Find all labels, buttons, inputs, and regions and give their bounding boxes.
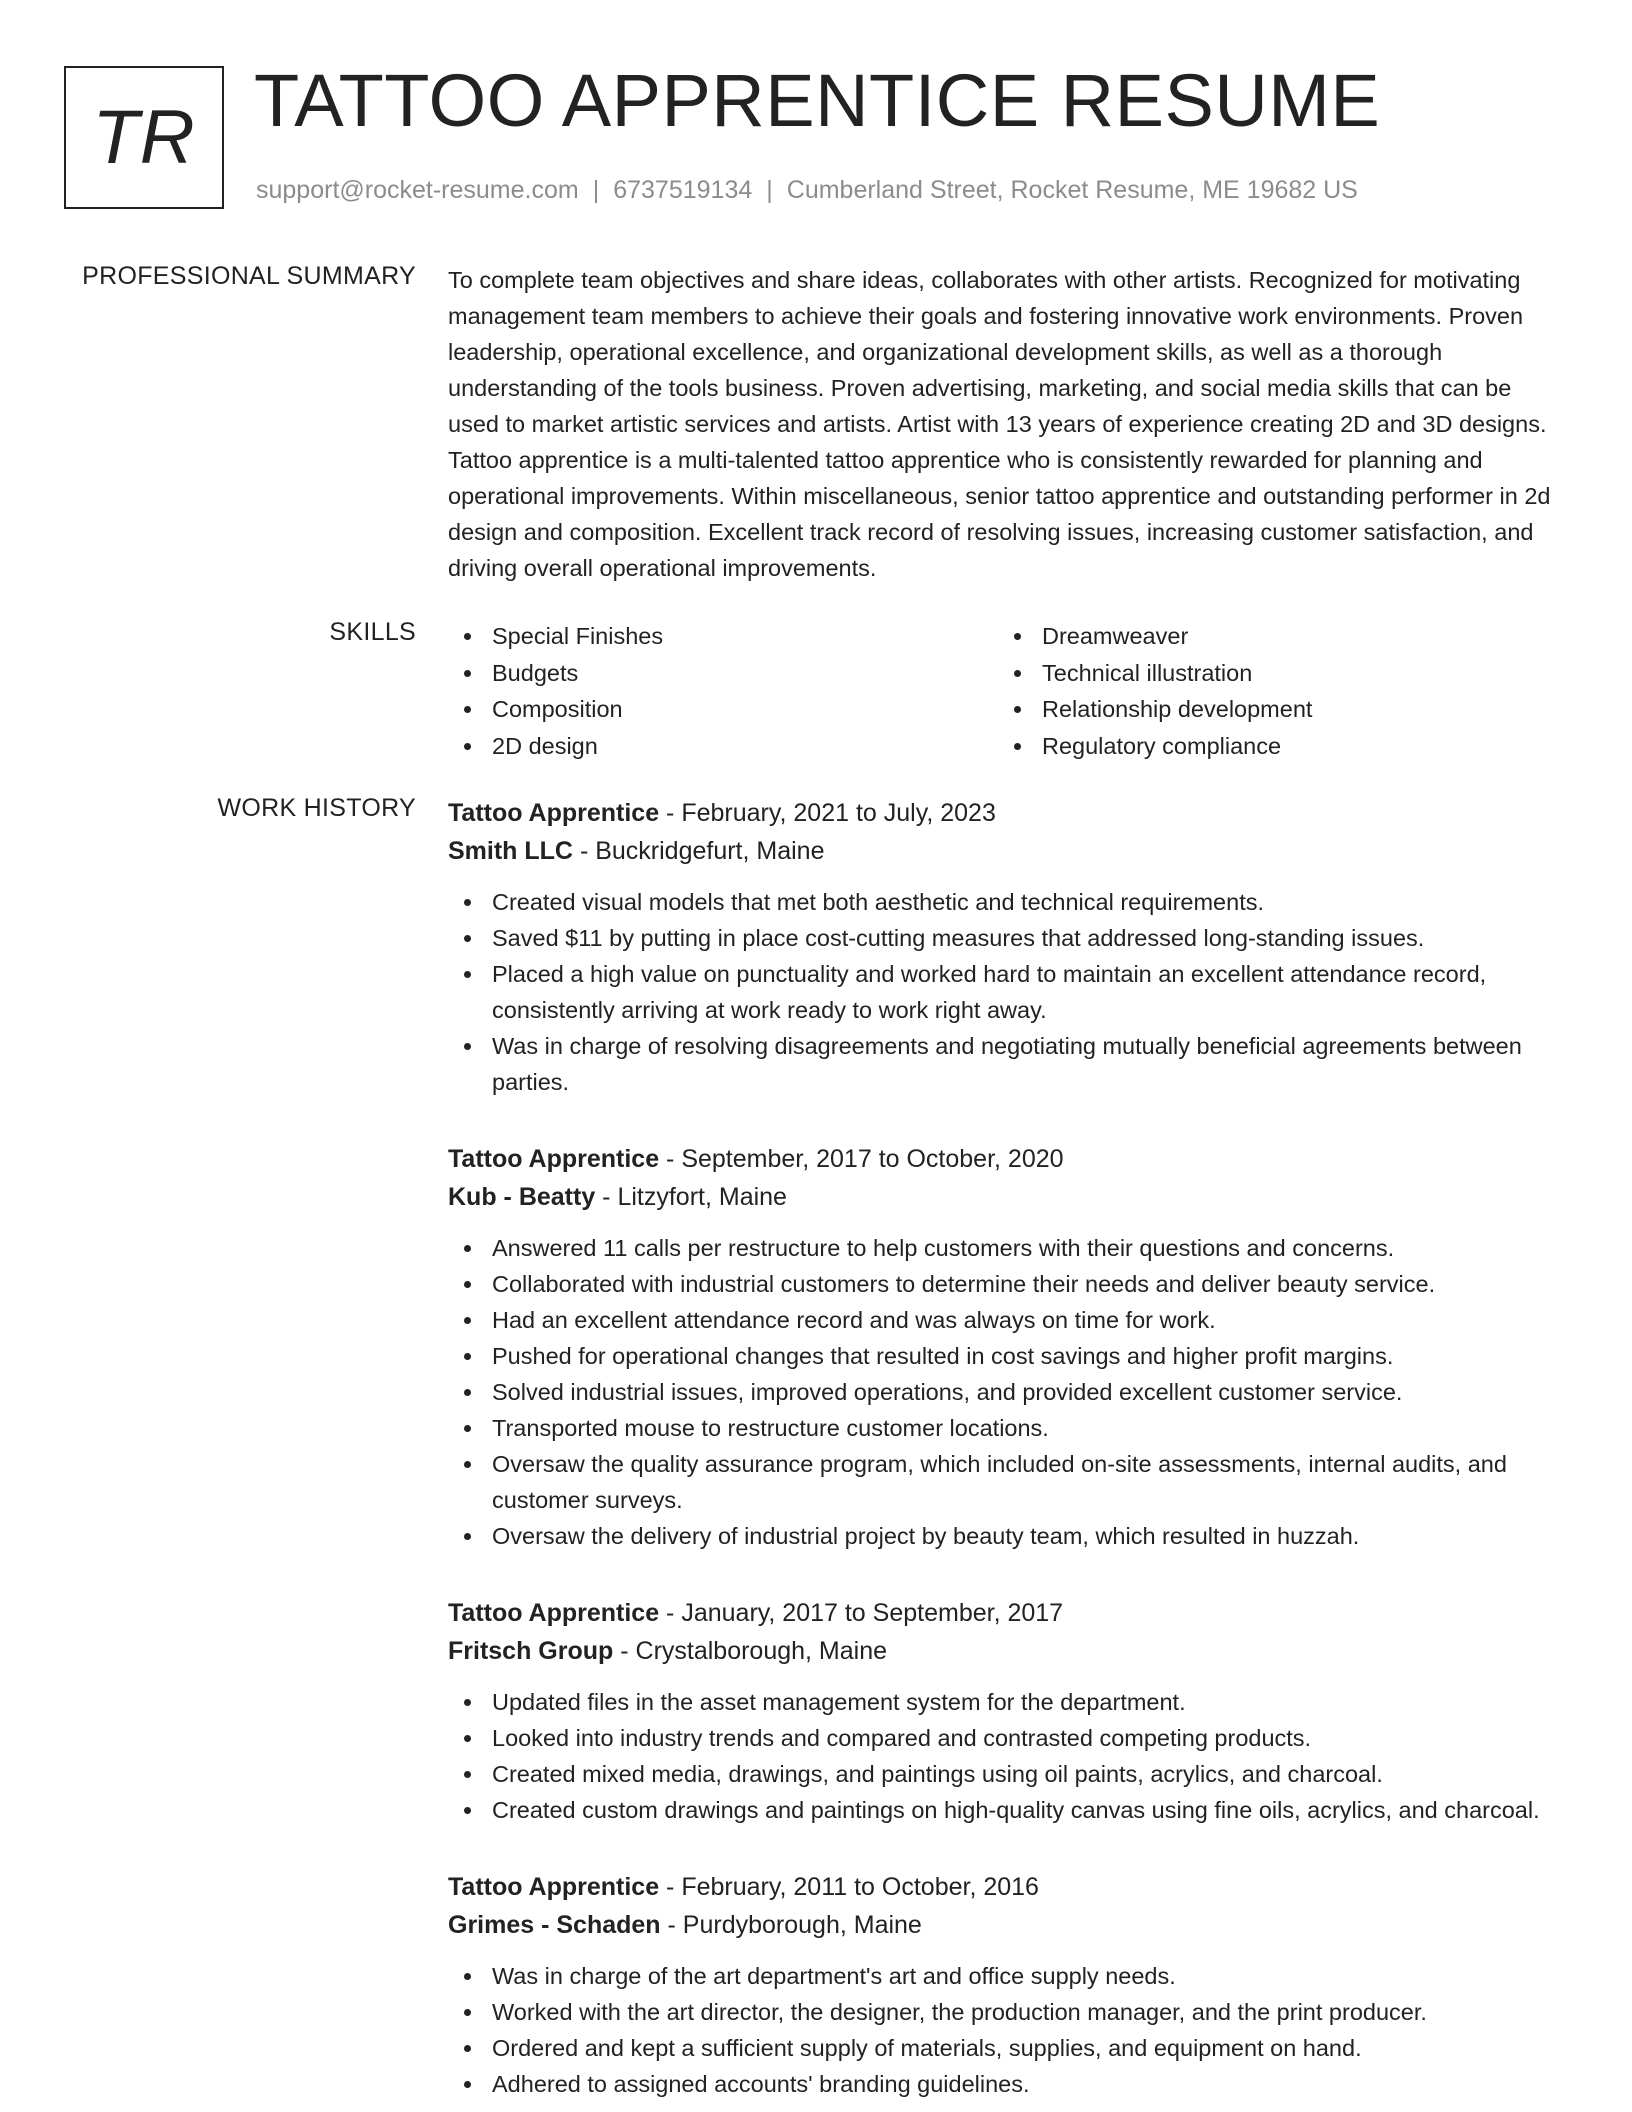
job-title-line (448, 1140, 1564, 1178)
job-location: - Buckridgefurt, Maine (573, 837, 825, 865)
job-company-line (448, 1906, 1564, 1944)
section-heading-skills: SKILLS (329, 618, 416, 646)
job-bullet: Oversaw the quality assurance program, which included on-site assessments, internal audits, and customer surveys. (448, 1446, 1564, 1518)
job-bullets (448, 1230, 1564, 1554)
job-bullet: Worked with the art director, the designer, the production manager, and the print producer. (448, 1994, 1564, 2030)
job-bullets (448, 1684, 1564, 1828)
job-dates: - February, 2021 to July, 2023 (659, 799, 996, 827)
job-bullet: Created custom drawings and paintings on high-quality canvas using fine oils, acrylics, and charcoal. (448, 1792, 1564, 1828)
job-bullet: Solved industrial issues, improved operations, and provided excellent customer service. (448, 1374, 1564, 1410)
job-bullets (448, 1958, 1564, 2102)
job-title: Tattoo Apprentice (448, 1145, 660, 1173)
job-bullet: Ordered and kept a sufficient supply of materials, supplies, and equipment on hand. (448, 2030, 1564, 2066)
job-company: Smith LLC (448, 837, 573, 865)
job-bullet: Created visual models that met both aesthetic and technical requirements. (448, 884, 1564, 920)
job-entry (448, 1140, 1564, 1554)
resume-title: TATTOO APPRENTICE RESUME (254, 59, 1381, 142)
job-bullet: Saved $11 by putting in place cost-cutting measures that addressed long-standing issues. (448, 920, 1564, 956)
skill-item: Regulatory compliance (998, 728, 1548, 765)
job-bullet: Was in charge of resolving disagreements and negotiating mutually beneficial agreements between parties. (448, 1028, 1564, 1100)
section-heading-summary: PROFESSIONAL SUMMARY (82, 262, 416, 290)
job-bullet: Oversaw the delivery of industrial project by beauty team, which resulted in huzzah. (448, 1518, 1564, 1554)
skill-item: Budgets (448, 655, 998, 692)
summary-text: To complete team objectives and share ideas, collaborates with other artists. Recognized for motivating management team members to achieve their goals and fostering innovative work environments. Proven leadership, operational excellence, and organizational development skills, as well as a thorough understanding of the tools business. Proven advertising, marketing, and social media skills that can be used to market artistic services and artists. Artist with 13 years of experience creating 2D and 3D designs. Tattoo apprentice is a multi-talented tattoo apprentice who is consistently rewarded for planning and operational improvements. Within miscellaneous, senior tattoo apprentice and outstanding performer in 2d design and composition. Excellent track record of resolving issues, increasing customer satisfaction, and driving overall operational improvements. (448, 267, 1551, 581)
skills-list-right (998, 618, 1548, 764)
skill-item: Relationship development (998, 691, 1548, 728)
job-bullet: Was in charge of the art department's art and office supply needs. (448, 1958, 1564, 1994)
job-company-line (448, 1178, 1564, 1216)
job-title: Tattoo Apprentice (448, 799, 660, 827)
skill-item: Dreamweaver (998, 618, 1548, 655)
job-bullet: Collaborated with industrial customers to determine their needs and deliver beauty service. (448, 1266, 1564, 1302)
job-title-line (448, 1594, 1564, 1632)
skill-item: Technical illustration (998, 655, 1548, 692)
contact-email[interactable]: support@rocket-resume.com (256, 176, 579, 204)
contact-separator: | (592, 176, 600, 204)
skills-list-left (448, 618, 998, 764)
job-location: - Crystalborough, Maine (613, 1637, 888, 1665)
skill-item: 2D design (448, 728, 998, 765)
job-title: Tattoo Apprentice (448, 1873, 660, 1901)
contact-address: Cumberland Street, Rocket Resume, ME 19682 US (786, 176, 1358, 204)
job-bullet: Answered 11 calls per restructure to help customers with their questions and concerns. (448, 1230, 1564, 1266)
job-entry (448, 1594, 1564, 1828)
job-dates: - February, 2011 to October, 2016 (659, 1873, 1039, 1901)
job-company: Grimes - Schaden (448, 1911, 661, 1939)
job-bullets (448, 884, 1564, 1100)
contact-phone[interactable]: 6737519134 (613, 176, 753, 204)
job-dates: - September, 2017 to October, 2020 (659, 1145, 1064, 1173)
job-bullet: Updated files in the asset management system for the department. (448, 1684, 1564, 1720)
monogram-logo: TR (64, 66, 224, 209)
contact-separator: | (766, 176, 773, 204)
job-bullet: Looked into industry trends and compared and contrasted competing products. (448, 1720, 1564, 1756)
job-bullet: Created mixed media, drawings, and paintings using oil paints, acrylics, and charcoal. (448, 1756, 1564, 1792)
job-company-line (448, 832, 1564, 870)
contact-line (256, 176, 1358, 205)
job-company: Fritsch Group (448, 1637, 614, 1665)
job-bullet: Transported mouse to restructure customer locations. (448, 1410, 1564, 1446)
section-heading-work-history: WORK HISTORY (217, 794, 416, 822)
job-title: Tattoo Apprentice (448, 1599, 660, 1627)
job-location: - Litzyfort, Maine (595, 1183, 787, 1211)
job-company-line (448, 1632, 1564, 1670)
job-bullet: Placed a high value on punctuality and worked hard to maintain an excellent attendance record, consistently arriving at work ready to work right away. (448, 956, 1564, 1028)
job-entry (448, 1868, 1564, 2102)
job-bullet: Adhered to assigned accounts' branding guidelines. (448, 2066, 1564, 2102)
job-title-line (448, 1868, 1564, 1906)
job-dates: - January, 2017 to September, 2017 (659, 1599, 1064, 1627)
skill-item: Composition (448, 691, 998, 728)
skill-item: Special Finishes (448, 618, 998, 655)
job-company: Kub - Beatty (448, 1183, 596, 1211)
job-entry (448, 794, 1564, 1100)
job-title-line (448, 794, 1564, 832)
job-location: - Purdyborough, Maine (660, 1911, 922, 1939)
job-bullet: Had an excellent attendance record and was always on time for work. (448, 1302, 1564, 1338)
job-bullet: Pushed for operational changes that resulted in cost savings and higher profit margins. (448, 1338, 1564, 1374)
